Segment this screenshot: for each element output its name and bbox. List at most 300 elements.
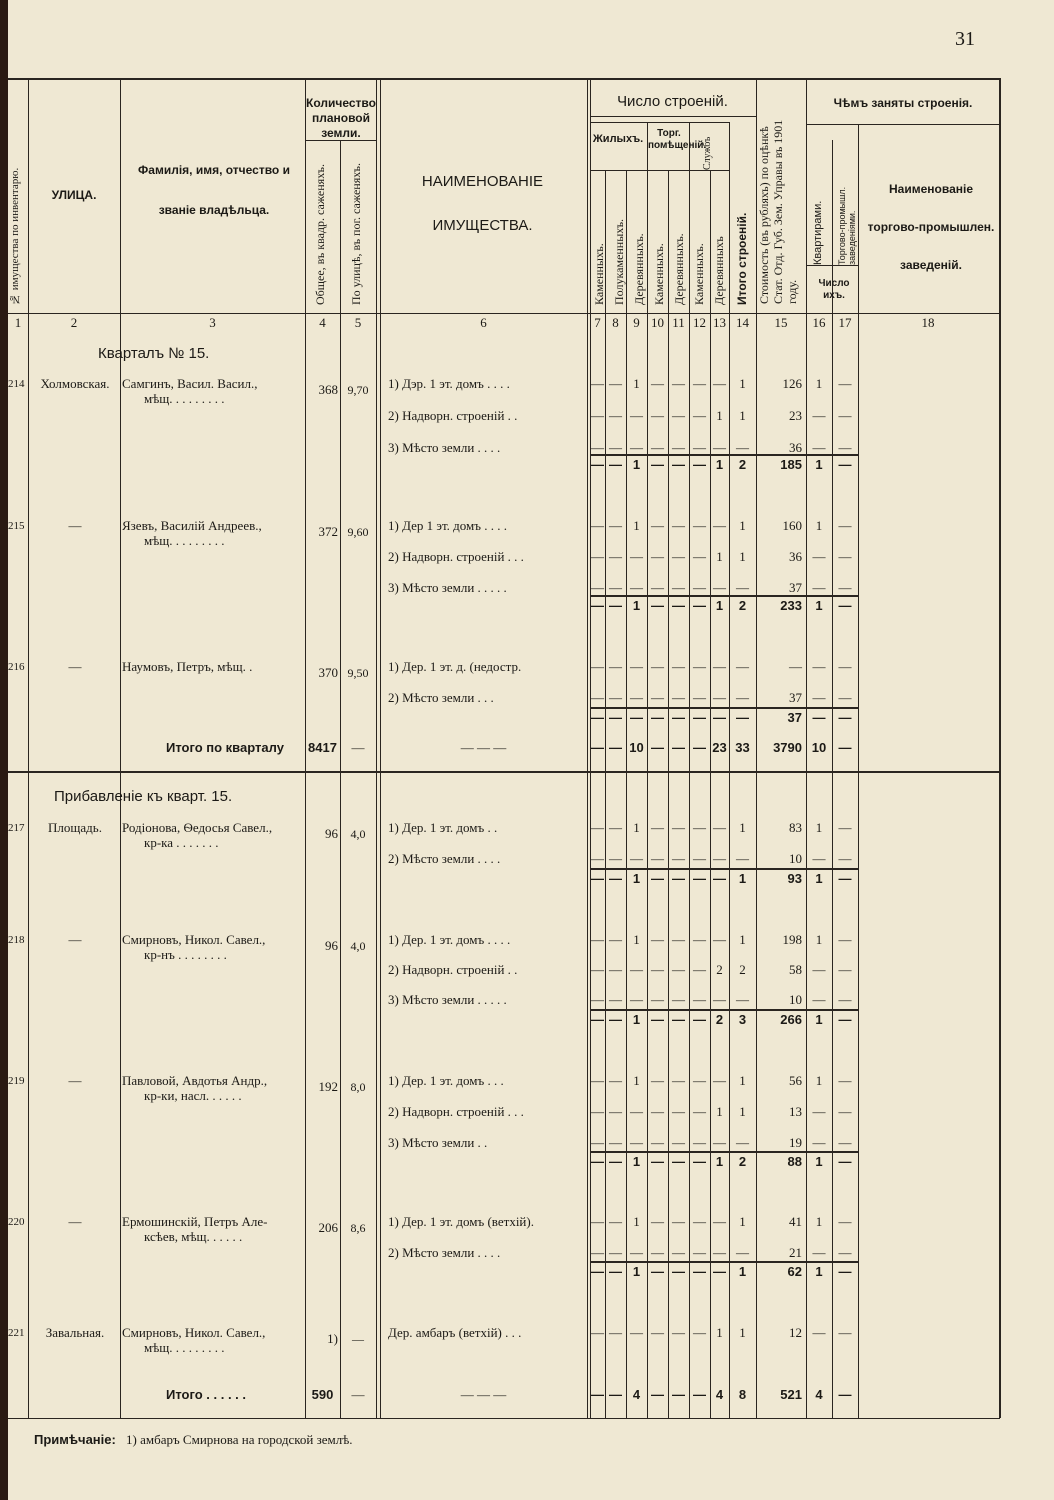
owner-rank: кр-ки, насл. . . . . .: [144, 1088, 242, 1103]
column-number: 9: [633, 315, 640, 330]
value-cell: —: [609, 1325, 622, 1340]
value-cell: 1: [633, 518, 640, 533]
value-cell: 1: [633, 1073, 640, 1088]
row-number: 215: [8, 520, 25, 532]
value-cell: —: [651, 871, 664, 886]
trade-names-header: Наименованіе торгово-промышлен. заведеній.: [867, 182, 995, 272]
row-number: 218: [8, 934, 25, 946]
value-cell: —: [591, 932, 604, 947]
value-cell: —: [838, 580, 852, 595]
value-cell: 23: [789, 408, 802, 423]
street-name: —: [68, 1073, 82, 1088]
property-item: 2) Надворн. строеній . . .: [388, 1104, 524, 1119]
land-qty-header: Количество плановой земли.: [306, 96, 376, 140]
value-cell: —: [609, 740, 622, 755]
value-cell: —: [713, 992, 726, 1007]
value-cell: —: [591, 408, 604, 423]
grand-total-label: Итого . . . . . .: [166, 1387, 247, 1402]
value-cell: —: [838, 598, 852, 613]
value-cell: —: [609, 1135, 622, 1150]
value-cell: 1: [715, 457, 724, 472]
grid-hline: [806, 124, 1000, 125]
value-cell: 1: [815, 1073, 823, 1088]
value-cell: 12: [789, 1325, 802, 1340]
value-cell: 93: [787, 871, 802, 886]
value-cell: —: [672, 408, 685, 423]
value-cell: —: [672, 580, 685, 595]
value-cell: 10: [811, 740, 827, 755]
note-text: 1) амбаръ Смирнова на городской землѣ.: [126, 1432, 353, 1447]
land-front: 9,70: [347, 383, 369, 397]
value-cell: —: [736, 992, 749, 1007]
value-cell: —: [838, 820, 852, 835]
stone-header: Каменныхъ.: [592, 243, 606, 305]
value-cell: —: [630, 962, 643, 977]
value-cell: —: [812, 992, 826, 1007]
value-cell: —: [838, 408, 852, 423]
value-cell: 36: [789, 549, 802, 564]
property-item: 1) Дер. 1 эт. домъ . . .: [388, 1073, 504, 1088]
value-cell: —: [591, 1135, 604, 1150]
occupied-by-header: Чѣмъ заняты строенія.: [833, 96, 973, 110]
value-cell: 521: [780, 1387, 802, 1402]
trade-ind-header: Торгово-промышл. заведеніями.: [837, 186, 857, 265]
value-cell: 1: [739, 932, 746, 947]
property-item: 2) Надворн. строеній . . .: [388, 549, 524, 564]
value-cell: —: [609, 1245, 622, 1260]
value-cell: —: [812, 1104, 826, 1119]
value-cell: —: [651, 932, 664, 947]
value-cell: 2: [738, 457, 747, 472]
value-cell: 1: [738, 871, 747, 886]
value-cell: —: [693, 820, 706, 835]
trade-premises-header: Торг. помѣщеній.: [648, 128, 707, 151]
value-cell: —: [672, 518, 685, 533]
value-cell: —: [630, 408, 643, 423]
value-cell: —: [713, 710, 726, 725]
property-header: НАИМЕНОВАНІЕ ИМУЩЕСТВА.: [421, 173, 544, 234]
value-cell: —: [838, 518, 852, 533]
value-cell: —: [713, 580, 726, 595]
value-cell: —: [609, 962, 622, 977]
value-cell: —: [693, 518, 706, 533]
grid-vline: [605, 170, 606, 1418]
value-cell: 1: [715, 1154, 724, 1169]
column-number: 7: [594, 315, 601, 330]
value-cell: —: [672, 1325, 685, 1340]
value-cell: —: [630, 1245, 643, 1260]
value-cell: —: [812, 580, 826, 595]
value-cell: —: [591, 1264, 604, 1279]
property-item: 1) Дэр. 1 эт. домъ . . . .: [388, 376, 510, 391]
value-cell: —: [693, 549, 706, 564]
street-name: —: [68, 932, 82, 947]
value-cell: 23: [712, 740, 727, 755]
value-cell: —: [609, 408, 622, 423]
owner-header: Фамилія, имя, отчество и званіе владѣльца.: [138, 163, 290, 217]
value-cell: —: [736, 851, 749, 866]
value-header: Стоимость (въ рубляхъ) по оцѣнкѣ Стат. Отд. Губ. Зем. Управы въ 1901 году.: [757, 119, 799, 304]
grid-vline: [376, 78, 377, 1418]
property-item: Дер. амбаръ (ветхій) . . .: [388, 1325, 522, 1340]
street-name: —: [68, 1214, 82, 1229]
value-cell: 56: [789, 1073, 802, 1088]
value-cell: —: [838, 1245, 852, 1260]
value-cell: 10: [789, 992, 802, 1007]
value-cell: 126: [782, 376, 802, 391]
value-cell: —: [591, 1104, 604, 1119]
value-cell: —: [672, 1104, 685, 1119]
value-cell: —: [672, 659, 685, 674]
column-number: 10: [651, 315, 664, 330]
value-cell: —: [693, 1073, 706, 1088]
column-number: 18: [921, 315, 935, 330]
column-number: 8: [612, 315, 619, 330]
column-number: 15: [774, 315, 788, 330]
wooden-header: Деревянныхъ.: [632, 233, 646, 305]
value-cell: 8: [738, 1387, 747, 1402]
value-cell: —: [591, 851, 604, 866]
block-total-dash: — — —: [460, 740, 507, 755]
land-front: 9,60: [347, 525, 369, 539]
value-cell: 1: [716, 1325, 723, 1340]
value-cell: —: [693, 1154, 706, 1169]
value-cell: —: [609, 659, 622, 674]
value-cell: —: [651, 820, 664, 835]
value-cell: —: [713, 659, 726, 674]
value-cell: —: [838, 992, 852, 1007]
owner-rank: кр-нъ . . . . . . . .: [144, 947, 227, 962]
street-name: Завальная.: [45, 1325, 105, 1340]
value-cell: 1: [739, 1073, 746, 1088]
value-cell: 1: [716, 1104, 723, 1119]
value-cell: —: [812, 710, 826, 725]
value-cell: 1: [738, 1264, 747, 1279]
sum-line: [590, 1261, 858, 1263]
row-number: 219: [8, 1075, 25, 1087]
owner-name: Наумовъ, Петръ, мѣщ. .: [122, 659, 253, 674]
value-cell: —: [812, 549, 826, 564]
column-number: 16: [812, 315, 826, 330]
value-cell: —: [713, 376, 726, 391]
value-cell: —: [693, 1214, 706, 1229]
value-cell: 1: [632, 871, 641, 886]
value-cell: 3: [738, 1012, 747, 1027]
property-item: 3) Мѣсто земли . . . . .: [388, 580, 507, 595]
value-cell: 1: [815, 518, 823, 533]
value-cell: —: [693, 1387, 706, 1402]
value-cell: 1: [633, 932, 640, 947]
value-cell: —: [693, 440, 706, 455]
value-cell: —: [591, 376, 604, 391]
value-cell: —: [651, 518, 664, 533]
owner-name: Смирновъ, Никол. Савел.,: [122, 1325, 266, 1340]
value-cell: —: [713, 871, 726, 886]
value-cell: —: [713, 1214, 726, 1229]
value-cell: 1: [632, 598, 641, 613]
value-cell: 1: [633, 376, 640, 391]
value-cell: 13: [789, 1104, 802, 1119]
value-cell: —: [672, 740, 685, 755]
value-cell: —: [591, 710, 604, 725]
column-number: 6: [480, 315, 487, 330]
value-cell: —: [591, 820, 604, 835]
value-cell: —: [609, 932, 622, 947]
value-cell: —: [693, 992, 706, 1007]
value-cell: —: [693, 1012, 706, 1027]
value-cell: —: [651, 1214, 664, 1229]
value-cell: 1: [815, 1012, 823, 1027]
column-number: 3: [209, 315, 216, 330]
value-cell: —: [609, 376, 622, 391]
value-cell: 21: [789, 1245, 802, 1260]
value-cell: —: [672, 598, 685, 613]
value-cell: —: [812, 851, 826, 866]
value-cell: —: [672, 1073, 685, 1088]
value-cell: —: [630, 659, 643, 674]
sum-line: [590, 595, 858, 597]
header-bottom-border: [8, 313, 1000, 314]
value-cell: 1: [739, 1104, 746, 1119]
column-number: 11: [672, 315, 685, 330]
value-cell: 1: [739, 408, 746, 423]
owner-rank: мѣщ. . . . . . . . .: [144, 533, 225, 548]
value-cell: —: [651, 1245, 664, 1260]
value-cell: —: [838, 932, 852, 947]
value-cell: 233: [780, 598, 802, 613]
value-cell: 198: [782, 932, 802, 947]
sum-line: [590, 454, 858, 456]
sum-line: [590, 1009, 858, 1011]
property-item: 2) Мѣсто земли . . . .: [388, 1245, 501, 1260]
table-top-border: [8, 78, 1000, 80]
block-total-land: 8417: [308, 740, 337, 755]
value-cell: —: [630, 1325, 643, 1340]
land-total: 370: [318, 665, 338, 680]
note-label: Примѣчаніе:: [34, 1432, 116, 1447]
column-number: 5: [354, 315, 362, 330]
value-cell: —: [651, 1104, 664, 1119]
owner-name: Смирновъ, Никол. Савел.,: [122, 932, 266, 947]
value-cell: —: [630, 549, 643, 564]
value-cell: 62: [787, 1264, 802, 1279]
value-cell: —: [736, 580, 749, 595]
trade-wooden-header: Деревянныхъ.: [672, 233, 686, 305]
value-cell: —: [838, 851, 852, 866]
value-cell: —: [609, 992, 622, 1007]
row-number: 216: [8, 661, 25, 673]
value-cell: —: [713, 518, 726, 533]
property-item: 1) Дер. 1 эт. домъ (ветхій).: [388, 1214, 534, 1229]
value-cell: —: [838, 1135, 852, 1150]
value-cell: —: [713, 1073, 726, 1088]
value-cell: 1: [632, 1012, 641, 1027]
value-cell: —: [609, 1214, 622, 1229]
value-cell: —: [736, 1245, 749, 1260]
value-cell: —: [630, 440, 643, 455]
value-cell: —: [693, 659, 706, 674]
column-number: 4: [319, 315, 326, 330]
sum-line: [590, 868, 858, 870]
value-cell: —: [693, 408, 706, 423]
value-cell: —: [713, 851, 726, 866]
value-cell: 37: [789, 690, 802, 705]
grid-hline: [590, 116, 756, 117]
value-cell: —: [693, 932, 706, 947]
value-cell: —: [812, 690, 826, 705]
grid-vline: [120, 78, 121, 1418]
value-cell: —: [609, 598, 622, 613]
land-total: 368: [318, 382, 338, 397]
value-cell: —: [838, 1154, 852, 1169]
value-cell: —: [630, 851, 643, 866]
value-cell: 37: [787, 710, 802, 725]
grid-vline: [28, 78, 29, 1418]
column-number: 17: [838, 315, 852, 330]
value-cell: —: [672, 820, 685, 835]
value-cell: —: [591, 518, 604, 533]
value-cell: 1: [815, 376, 823, 391]
service-stone-header: Каменныхъ.: [692, 243, 706, 305]
value-cell: —: [838, 1073, 852, 1088]
value-cell: 1: [632, 457, 641, 472]
owner-name: Ермошинскій, Петръ Але-: [122, 1214, 268, 1229]
value-cell: —: [651, 1012, 664, 1027]
value-cell: —: [838, 1264, 852, 1279]
value-cell: —: [609, 1154, 622, 1169]
value-cell: —: [591, 962, 604, 977]
value-cell: —: [651, 580, 664, 595]
value-cell: —: [812, 1135, 826, 1150]
value-cell: 4: [715, 1387, 724, 1402]
street-name: —: [68, 659, 82, 674]
value-cell: 36: [789, 440, 802, 455]
value-cell: —: [693, 871, 706, 886]
value-cell: 2: [738, 1154, 747, 1169]
value-cell: 1: [815, 457, 823, 472]
sum-line: [590, 707, 858, 709]
value-cell: 1: [815, 598, 823, 613]
value-cell: —: [693, 457, 706, 472]
value-cell: —: [693, 710, 706, 725]
page-number: 31: [955, 28, 975, 50]
value-cell: —: [651, 962, 664, 977]
land-total: 96: [325, 826, 338, 841]
value-cell: —: [672, 1135, 685, 1150]
value-cell: —: [609, 1073, 622, 1088]
value-cell: —: [672, 1012, 685, 1027]
street-name: Площадь.: [48, 820, 102, 835]
residential-header: Жилыхъ.: [592, 133, 644, 145]
value-cell: —: [672, 1214, 685, 1229]
land-total: 1): [327, 1331, 338, 1346]
value-cell: —: [713, 1264, 726, 1279]
value-cell: —: [591, 992, 604, 1007]
value-cell: —: [838, 740, 852, 755]
book-binding: [0, 0, 8, 1500]
value-cell: —: [609, 690, 622, 705]
property-item: 3) Мѣсто земли . .: [388, 1135, 488, 1150]
value-cell: —: [651, 1073, 664, 1088]
grid-vline: [710, 170, 711, 1418]
value-cell: —: [812, 962, 826, 977]
value-cell: —: [609, 518, 622, 533]
value-cell: —: [591, 1245, 604, 1260]
value-cell: 88: [787, 1154, 802, 1169]
grid-vline: [587, 78, 588, 1418]
value-cell: 1: [815, 1264, 823, 1279]
value-cell: —: [812, 1245, 826, 1260]
value-cell: —: [609, 549, 622, 564]
value-cell: —: [812, 408, 826, 423]
owner-name: Родіонова, Ѳедосья Савел.,: [122, 820, 273, 835]
value-cell: —: [736, 440, 749, 455]
value-cell: —: [693, 580, 706, 595]
value-cell: 1: [815, 871, 823, 886]
value-cell: —: [591, 1073, 604, 1088]
value-cell: —: [651, 457, 664, 472]
value-cell: —: [693, 1325, 706, 1340]
value-cell: 1: [739, 376, 746, 391]
value-cell: —: [651, 408, 664, 423]
services-header: Службъ: [702, 136, 713, 170]
value-cell: —: [713, 820, 726, 835]
column-number: 1: [14, 315, 22, 330]
value-cell: —: [609, 871, 622, 886]
value-cell: —: [630, 710, 643, 725]
value-cell: —: [713, 932, 726, 947]
value-cell: 160: [782, 518, 802, 533]
value-cell: —: [693, 1264, 706, 1279]
value-cell: —: [630, 580, 643, 595]
property-item: 3) Мѣсто земли . . . .: [388, 440, 501, 455]
owner-name: Самгинъ, Васил. Васил.,: [122, 376, 258, 391]
buildings-count-header: Число строеній.: [617, 93, 728, 110]
value-cell: —: [591, 1154, 604, 1169]
value-cell: —: [838, 376, 852, 391]
value-cell: —: [812, 1325, 826, 1340]
value-cell: —: [591, 1325, 604, 1340]
value-cell: —: [672, 1387, 685, 1402]
value-cell: —: [630, 1104, 643, 1119]
value-cell: —: [609, 1264, 622, 1279]
land-front: 8,0: [350, 1080, 366, 1094]
grid-hline: [590, 170, 729, 171]
value-cell: —: [672, 1245, 685, 1260]
value-cell: —: [693, 376, 706, 391]
value-cell: 1: [815, 1154, 823, 1169]
value-cell: 1: [815, 820, 823, 835]
value-cell: —: [651, 440, 664, 455]
value-cell: 3790: [773, 740, 802, 755]
property-item: 2) Мѣсто земли . . . .: [388, 851, 501, 866]
property-item: 3) Мѣсто земли . . . . .: [388, 992, 507, 1007]
street-name: —: [68, 518, 82, 533]
value-cell: —: [812, 440, 826, 455]
section-title: Кварталъ № 15.: [98, 345, 210, 362]
value-cell: —: [789, 659, 802, 674]
value-cell: 1: [632, 1154, 641, 1169]
value-cell: —: [693, 1135, 706, 1150]
value-cell: —: [838, 1012, 852, 1027]
column-number: 14: [736, 315, 749, 330]
value-cell: —: [672, 992, 685, 1007]
value-cell: —: [591, 598, 604, 613]
value-cell: —: [630, 992, 643, 1007]
value-cell: 2: [715, 1012, 724, 1027]
value-cell: 1: [633, 820, 640, 835]
value-cell: —: [693, 690, 706, 705]
